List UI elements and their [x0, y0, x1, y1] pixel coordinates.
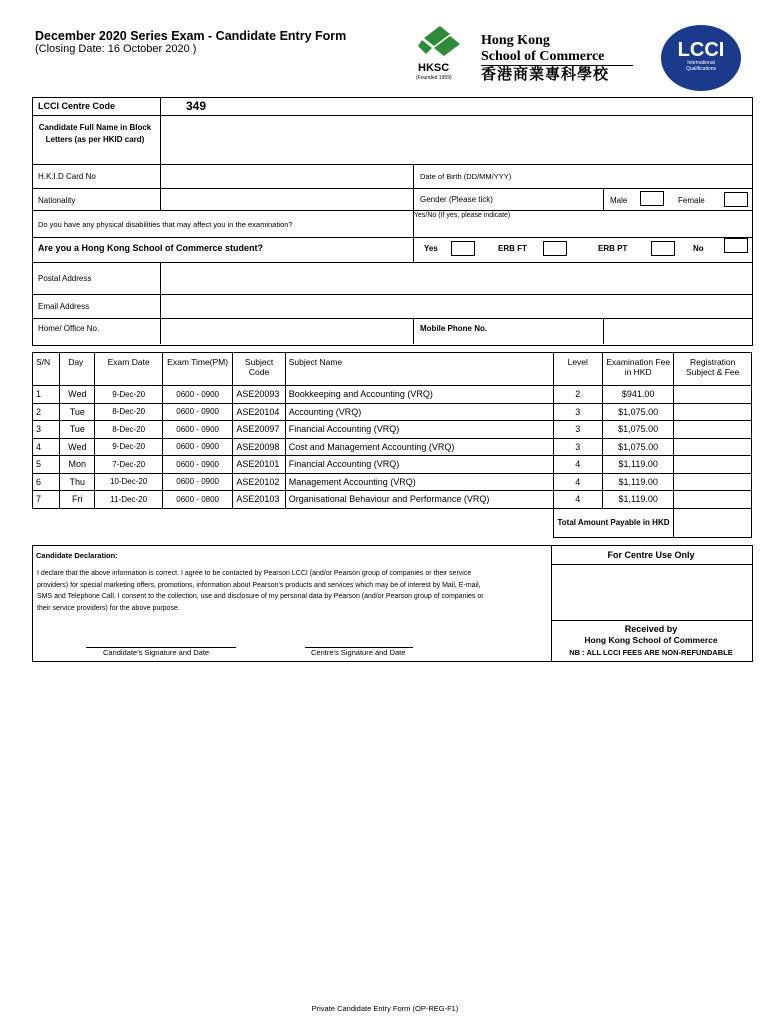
- received-org-label: Hong Kong School of Commerce: [584, 635, 718, 645]
- centre-code-label: LCCI Centre Code: [38, 101, 116, 111]
- mobile-label: Mobile Phone No.: [420, 324, 488, 333]
- cell-level: 3: [553, 403, 602, 421]
- cell-exam-time: 0600 - 0900: [162, 438, 232, 456]
- cell-subject-code: ASE20098: [233, 438, 285, 456]
- hksc-name: [481, 33, 633, 84]
- total-row: [33, 508, 752, 537]
- student-no-checkbox[interactable]: [724, 238, 748, 253]
- cell-sn: 5: [33, 456, 60, 474]
- cell-level: 2: [553, 386, 602, 404]
- hkid-label: H.K.I.D Card No: [38, 172, 96, 181]
- student-yes-checkbox[interactable]: [451, 241, 475, 256]
- student-yes-label: Yes: [424, 244, 438, 253]
- cell-level: 4: [553, 473, 602, 491]
- th-fee: Examination Fee in HKD: [602, 353, 673, 386]
- erb-pt-checkbox[interactable]: [651, 241, 675, 256]
- form-title: December 2020 Series Exam - Candidate Entry Form: [35, 29, 347, 43]
- cell-subject-code: ASE20093: [233, 386, 285, 404]
- cell-day: Tue: [60, 403, 95, 421]
- cell-exam-date: 9-Dec-20: [95, 438, 162, 456]
- male-checkbox[interactable]: [640, 191, 664, 206]
- cell-fee: $1,119.00: [602, 473, 673, 491]
- cell-sn: 1: [33, 386, 60, 404]
- total-label: Total Amount Payable in HKD: [553, 508, 674, 537]
- cell-fee: $1,119.00: [602, 491, 673, 509]
- erb-pt-label: ERB PT: [598, 244, 628, 253]
- cell-registration[interactable]: [674, 421, 752, 439]
- hksc-logo: [416, 24, 464, 82]
- th-level: Level: [553, 353, 602, 386]
- cell-day: Wed: [60, 386, 95, 404]
- lcci-logo-sub1: International: [687, 60, 715, 66]
- cell-registration[interactable]: [674, 386, 752, 404]
- cell-subject-name: Management Accounting (VRQ): [285, 473, 553, 491]
- cell-exam-time: 0600 - 0900: [162, 403, 232, 421]
- declaration-text: I declare that the above information is correct. I agree to be contacted by Pearson LCCI (and/or Pearson group of companies or their service providers) for special marketing offers, promotions, information about Pearson's products and services which may be of interest by Mail, E-mail, SMS and Telephone Call. I consent to the collection, use and disclosure of my personal data by Pearson (and/or Pearson group of companies or their service providers) for the above purpose.: [37, 570, 484, 612]
- cell-day: Wed: [60, 438, 95, 456]
- received-by-label: Received by: [624, 624, 678, 634]
- lcci-logo: [661, 25, 741, 91]
- dob-label: Date of Birth (DD/MM/YYY): [420, 172, 512, 181]
- hksc-name-line2: School of Commerce: [481, 49, 605, 64]
- cell-subject-name: Financial Accounting (VRQ): [285, 421, 553, 439]
- hksc-name-line1: Hong Kong: [481, 33, 550, 48]
- cell-level: 3: [553, 421, 602, 439]
- student-no-label: No: [693, 244, 704, 253]
- th-subject-name: Subject Name: [285, 353, 553, 386]
- female-checkbox[interactable]: [724, 192, 748, 207]
- cell-day: Fri: [60, 491, 95, 509]
- home-phone-field[interactable]: [162, 320, 410, 342]
- male-label: Male: [610, 196, 628, 205]
- hksc-founded: (Founded 1959): [416, 75, 452, 81]
- cell-sn: 3: [33, 421, 60, 439]
- cell-sn: 6: [33, 473, 60, 491]
- cell-subject-code: ASE20104: [233, 403, 285, 421]
- table-row: [33, 386, 752, 404]
- table-row: [33, 456, 752, 474]
- cell-registration[interactable]: [674, 456, 752, 474]
- cell-subject-code: ASE20103: [233, 491, 285, 509]
- cell-exam-date: 10-Dec-20: [95, 473, 162, 491]
- cell-day: Thu: [60, 473, 95, 491]
- postal-label: Postal Address: [38, 274, 92, 283]
- erb-ft-label: ERB FT: [498, 244, 527, 253]
- cell-level: 3: [553, 438, 602, 456]
- footer-form-id: Private Candidate Entry Form (OP-REG-F1): [311, 1004, 459, 1013]
- cell-exam-date: 11-Dec-20: [95, 491, 162, 509]
- cell-subject-name: Accounting (VRQ): [285, 403, 553, 421]
- cell-level: 4: [553, 491, 602, 509]
- cell-day: Tue: [60, 421, 95, 439]
- cell-subject-name: Cost and Management Accounting (VRQ): [285, 438, 553, 456]
- mobile-field[interactable]: [605, 320, 750, 342]
- full-name-field[interactable]: [162, 117, 750, 163]
- cell-day: Mon: [60, 456, 95, 474]
- cell-subject-code: ASE20101: [233, 456, 285, 474]
- cell-exam-time: 0600 - 0900: [162, 473, 232, 491]
- hksc-abbr: HKSC: [418, 62, 450, 74]
- erb-ft-checkbox[interactable]: [543, 241, 567, 256]
- hksc-emblem-icon: [416, 24, 464, 64]
- disability-hint: Yes/No (If yes, please indicate): [414, 212, 511, 219]
- cell-fee: $1,119.00: [602, 456, 673, 474]
- non-refundable-note: NB : ALL LCCI FEES ARE NON-REFUNDABLE: [569, 648, 733, 657]
- th-exam-date: Exam Date: [95, 353, 162, 386]
- cell-subject-name: Bookkeeping and Accounting (VRQ): [285, 386, 553, 404]
- centre-code-value: 349: [186, 99, 207, 113]
- hkid-field[interactable]: [162, 166, 410, 186]
- centre-use-title: For Centre Use Only: [607, 550, 695, 560]
- cell-fee: $1,075.00: [602, 403, 673, 421]
- table-row: [33, 491, 752, 509]
- cell-registration[interactable]: [674, 491, 752, 509]
- table-row: [33, 421, 752, 439]
- cell-sn: 4: [33, 438, 60, 456]
- total-value-field[interactable]: [674, 508, 752, 537]
- th-sn: S/N: [33, 353, 60, 386]
- cell-exam-time: 0600 - 0800: [162, 491, 232, 509]
- th-day: Day: [60, 353, 95, 386]
- th-exam-time: Exam Time(PM): [162, 353, 232, 386]
- home-phone-label: Home/ Office No.: [38, 324, 100, 333]
- cell-subject-name: Organisational Behaviour and Performance (VRQ): [285, 491, 553, 509]
- full-name-label: Candidate Full Name in Block Letters (as per HKID card): [38, 123, 152, 144]
- lcci-logo-text: LCCI: [677, 39, 725, 61]
- postal-field[interactable]: [162, 264, 750, 292]
- gender-label: Gender (Please tick): [420, 195, 493, 204]
- declaration-title: Candidate Declaration:: [36, 551, 118, 560]
- table-row: [33, 403, 752, 421]
- nationality-field[interactable]: [162, 190, 410, 208]
- cell-fee: $1,075.00: [602, 438, 673, 456]
- disability-question: Do you have any physical disabilities that may affect you in the examination?: [38, 220, 293, 229]
- email-label: Email Address: [38, 302, 90, 311]
- centre-signature-label: Centre's Signature and Date: [311, 648, 406, 657]
- cell-subject-code: ASE20102: [233, 473, 285, 491]
- cell-exam-time: 0600 - 0900: [162, 421, 232, 439]
- cell-registration[interactable]: [674, 403, 752, 421]
- th-subject-code: Subject Code: [233, 353, 285, 386]
- female-label: Female: [678, 196, 705, 205]
- cell-exam-date: 8-Dec-20: [95, 421, 162, 439]
- cell-exam-time: 0600 - 0900: [162, 456, 232, 474]
- cell-exam-date: 8-Dec-20: [95, 403, 162, 421]
- student-question: Are you a Hong Kong School of Commerce student?: [38, 243, 264, 253]
- table-header-row: [33, 353, 752, 386]
- table-row: [33, 473, 752, 491]
- cell-fee: $941.00: [602, 386, 673, 404]
- cell-sn: 2: [33, 403, 60, 421]
- candidate-signature-label: Candidate's Signature and Date: [103, 648, 210, 657]
- cell-sn: 7: [33, 491, 60, 509]
- cell-subject-code: ASE20097: [233, 421, 285, 439]
- nationality-label: Nationality: [38, 196, 76, 205]
- cell-fee: $1,075.00: [602, 421, 673, 439]
- cell-exam-date: 7-Dec-20: [95, 456, 162, 474]
- closing-date: (Closing Date: 16 October 2020 ): [35, 43, 197, 55]
- subjects-table: [32, 352, 752, 538]
- table-row: [33, 438, 752, 456]
- cell-registration[interactable]: [674, 438, 752, 456]
- cell-level: 4: [553, 456, 602, 474]
- cell-registration[interactable]: [674, 473, 752, 491]
- cell-exam-time: 0600 - 0900: [162, 386, 232, 404]
- lcci-logo-sub2: Qualifications: [685, 66, 716, 72]
- cell-subject-name: Financial Accounting (VRQ): [285, 456, 553, 474]
- email-field[interactable]: [162, 296, 750, 316]
- th-registration: Registration Subject & Fee: [674, 353, 752, 386]
- hksc-name-chinese: 香港商業專科學校: [481, 65, 633, 84]
- cell-exam-date: 9-Dec-20: [95, 386, 162, 404]
